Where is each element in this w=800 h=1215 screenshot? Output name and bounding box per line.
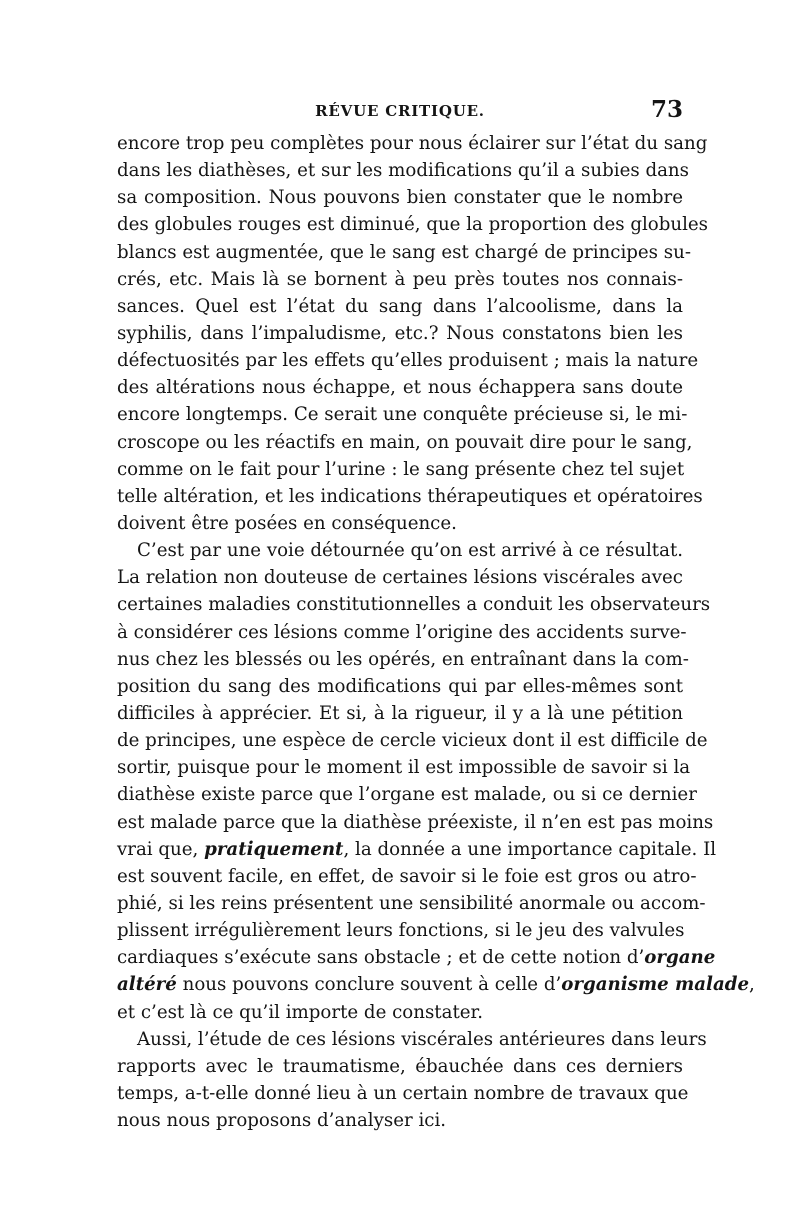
text-line: nous nous proposons d’analyser ici. (117, 1110, 447, 1132)
italic-text: altéré (117, 974, 177, 996)
page-number: 73 (650, 96, 683, 123)
text-line (117, 944, 716, 971)
text-line: dans les diathèses, et sur les modifications qu’il a subies dans (117, 160, 689, 182)
text-line (117, 836, 717, 863)
text-line: nus chez les blessés ou les opérés, en entraînant dans la com- (117, 648, 689, 670)
italic-text: organisme malade (561, 974, 750, 996)
text-fragment: cardiaques s’exécute sans obstacle ; et de cette notion d’ (117, 947, 645, 969)
italic-text: organe (644, 947, 716, 969)
text-line: C’est par une voie détournée qu’on est arrivé à ce résultat. (137, 540, 684, 562)
text-line: doivent être posées en conséquence. (117, 512, 457, 534)
text-line: certaines maladies constitutionnelles a conduit les observateurs (117, 594, 711, 616)
text-line: des altérations nous échappe, et nous échappera sans doute (117, 377, 683, 399)
page-header (117, 96, 683, 130)
text-line: temps, a-t-elle donné lieu à un certain nombre de travaux que (117, 1082, 689, 1104)
text-fragment: nous pouvons conclure souvent à celle d’ (176, 974, 562, 996)
text-line: diathèse existe parce que l’organe est malade, ou si ce dernier (117, 784, 697, 806)
text-line: blancs est augmentée, que le sang est chargé de principes su- (117, 241, 691, 263)
text-line: défectuosités par les effets qu’elles produisent ; mais la nature (117, 350, 699, 372)
text-line: à considérer ces lésions comme l’origine des accidents surve- (117, 621, 687, 643)
text-line: Aussi, l’étude de ces lésions viscérales antérieures dans leurs (137, 1028, 707, 1050)
text-line: sances. Quel est l’état du sang dans l’alcoolisme, dans la (117, 295, 683, 317)
text-line: La relation non douteuse de certaines lésions viscérales avec (117, 567, 683, 589)
text-line: rapports avec le traumatisme, ébauchée dans ces derniers (117, 1055, 683, 1077)
text-line: est malade parce que la diathèse préexiste, il n’en est pas moins (117, 811, 714, 833)
text-line: sortir, puisque pour le moment il est impossible de savoir si la (117, 757, 691, 779)
text-line: comme on le fait pour l’urine : le sang présente chez tel sujet (117, 458, 685, 480)
text-line: encore longtemps. Ce serait une conquête précieuse si, le mi- (117, 404, 688, 426)
text-line: des globules rouges est diminué, que la proportion des globules (117, 214, 709, 236)
text-fragment: , (749, 974, 755, 996)
text-line: syphilis, dans l’impaludisme, etc.? Nous constatons bien les (117, 322, 683, 344)
text-line: et c’est là ce qu’il importe de constater. (117, 1001, 484, 1023)
italic-text: pratiquement (204, 838, 344, 860)
text-line: sa composition. Nous pouvons bien constater que le nombre (117, 187, 683, 209)
text-line: encore trop peu complètes pour nous éclairer sur l’état du sang (117, 133, 708, 154)
text-line: de principes, une espèce de cercle vicieux dont il est difficile de (117, 730, 708, 752)
body-text (117, 130, 755, 1134)
text-line: est souvent facile, en effet, de savoir si le foie est gros ou atro- (117, 865, 697, 887)
text-line: telle altération, et les indications thérapeutiques et opératoires (117, 485, 703, 507)
text-line (117, 971, 755, 998)
text-line: croscope ou les réactifs en main, on pouvait dire pour le sang, (117, 431, 693, 453)
text-fragment: vrai que, (117, 838, 199, 860)
text-fragment: , la donnée a une importance capitale. Il (343, 838, 717, 860)
text-line: difficiles à apprécier. Et si, à la rigueur, il y a là une pétition (117, 702, 683, 724)
text-line: position du sang des modifications qui par elles-mêmes sont (117, 675, 683, 697)
text-line: crés, etc. Mais là se bornent à peu près toutes nos connais- (117, 268, 683, 290)
text-line: plissent irrégulièrement leurs fonctions, si le jeu des valvules (117, 920, 685, 942)
running-title: RÉVUE CRITIQUE. (315, 102, 485, 120)
text-line: phié, si les reins présentent une sensibilité anormale ou accom- (117, 892, 706, 914)
